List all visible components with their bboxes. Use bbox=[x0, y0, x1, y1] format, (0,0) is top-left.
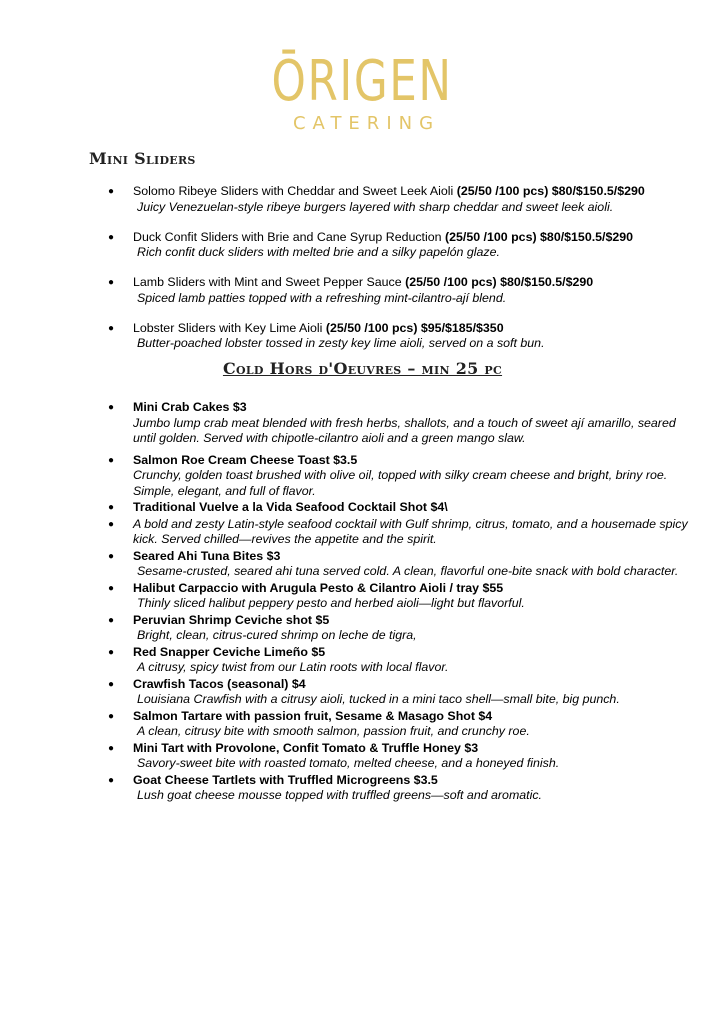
item-name: Duck Confit Sliders with Brie and Cane Syrup Reduction bbox=[133, 229, 445, 244]
list-item bbox=[108, 613, 698, 644]
item-title: Seared Ahi Tuna Bites $3 bbox=[133, 548, 281, 563]
item-price: (25/50 /100 pcs) $80/$150.5/$290 bbox=[444, 229, 634, 244]
item-title: Mini Crab Cakes $3 bbox=[133, 400, 247, 414]
item-description: Bright, clean, citrus-cured shrimp on leche de tigra, bbox=[137, 628, 417, 642]
brand-logo bbox=[0, 49, 725, 134]
item-price: (25/50 /100 pcs) $80/$150.5/$290 bbox=[456, 184, 645, 198]
list-item bbox=[108, 581, 698, 612]
item-title: Goat Cheese Tartlets with Truffled Microgreens $3.5 bbox=[133, 772, 438, 787]
list-item bbox=[108, 645, 698, 676]
item-description: Juicy Venezuelan-style ribeye burgers layered with sharp cheddar and sweet leek aioli. bbox=[137, 199, 614, 214]
item-title: Red Snapper Ceviche Limeño $5 bbox=[133, 644, 326, 659]
list-item bbox=[108, 549, 698, 580]
item-price: (25/50 /100 pcs) $95/$185/$350 bbox=[325, 320, 504, 335]
item-description: Jumbo lump crab meat blended with fresh herbs, shallots, and a touch of sweet ají amarillo, seared until golden. Served with chipotle-cilantro aioli and a green mango slaw. bbox=[133, 415, 676, 445]
list-item bbox=[108, 275, 698, 306]
item-description: A citrusy, spicy twist from our Latin roots with local flavor. bbox=[137, 660, 449, 674]
item-title: Traditional Vuelve a la Vida Seafood Cocktail Shot $4\ bbox=[133, 500, 448, 514]
item-title: Salmon Tartare with passion fruit, Sesame & Masago Shot $4 bbox=[133, 708, 493, 723]
section-title-mini-sliders: Mini Sliders bbox=[89, 149, 196, 168]
item-description: A bold and zesty Latin-style seafood cocktail with Gulf shrimp, citrus, tomato, and a housemade spicy kick. Served chilled—revives the appetite and the spirit. bbox=[133, 516, 688, 546]
item-title: Salmon Roe Cream Cheese Toast $3.5 bbox=[133, 452, 358, 467]
list-item bbox=[108, 741, 698, 772]
list-item bbox=[108, 230, 698, 261]
item-description: Thinly sliced halibut peppery pesto and herbed aioli—light but flavorful. bbox=[137, 596, 525, 610]
list-item bbox=[108, 517, 698, 548]
mini-sliders-list bbox=[108, 184, 698, 366]
list-item bbox=[108, 677, 698, 708]
item-description: Lush goat cheese mousse topped with truffled greens—soft and aromatic. bbox=[137, 788, 542, 802]
item-name: Solomo Ribeye Sliders with Cheddar and Sweet Leek Aioli bbox=[133, 184, 457, 198]
section-title-cold-hors-doeuvres: Cold Hors d'Oeuvres – min 25 pc bbox=[222, 359, 503, 378]
cold-hors-doeuvres-list bbox=[108, 400, 698, 805]
item-description: Sesame-crusted, seared ahi tuna served cold. A clean, flavorful one-bite snack with bold character. bbox=[137, 564, 679, 578]
list-item bbox=[108, 400, 698, 447]
logo-subtitle: CATERING bbox=[292, 113, 441, 134]
item-description: A clean, citrusy bite with smooth salmon, passion fruit, and crunchy roe. bbox=[137, 724, 530, 738]
item-title: Peruvian Shrimp Ceviche shot $5 bbox=[133, 612, 330, 627]
list-item bbox=[108, 709, 698, 740]
list-item bbox=[108, 184, 698, 215]
list-item bbox=[108, 773, 698, 804]
item-description: Louisiana Crawfish with a citrusy aioli, tucked in a mini taco shell—small bite, big punch. bbox=[137, 692, 620, 706]
item-name: Lamb Sliders with Mint and Sweet Pepper Sauce bbox=[133, 275, 406, 289]
item-title: Crawfish Tacos (seasonal) $4 bbox=[133, 676, 306, 691]
item-title: Mini Tart with Provolone, Confit Tomato & Truffle Honey $3 bbox=[133, 740, 479, 755]
item-description: Butter-poached lobster tossed in zesty key lime aioli, served on a soft bun. bbox=[137, 336, 545, 350]
list-item bbox=[108, 321, 698, 352]
item-description: Rich confit duck sliders with melted brie and a silky papelón glaze. bbox=[137, 245, 500, 259]
item-name: Lobster Sliders with Key Lime Aioli bbox=[133, 320, 326, 335]
list-item bbox=[108, 500, 698, 516]
logo-wordmark: ŌRIGEN bbox=[271, 49, 454, 114]
item-description: Crunchy, golden toast brushed with olive oil, topped with silky cream cheese and bright, briny roe. Simple, elegant, and full of flavor. bbox=[133, 468, 668, 498]
item-price: (25/50 /100 pcs) $80/$150.5/$290 bbox=[405, 275, 594, 289]
item-description: Savory-sweet bite with roasted tomato, melted cheese, and a honeyed finish. bbox=[137, 756, 560, 770]
item-title: Halibut Carpaccio with Arugula Pesto & Cilantro Aioli / tray $55 bbox=[133, 580, 504, 595]
item-description: Spiced lamb patties topped with a refreshing mint-cilantro-ají blend. bbox=[137, 290, 507, 305]
list-item bbox=[108, 453, 698, 500]
